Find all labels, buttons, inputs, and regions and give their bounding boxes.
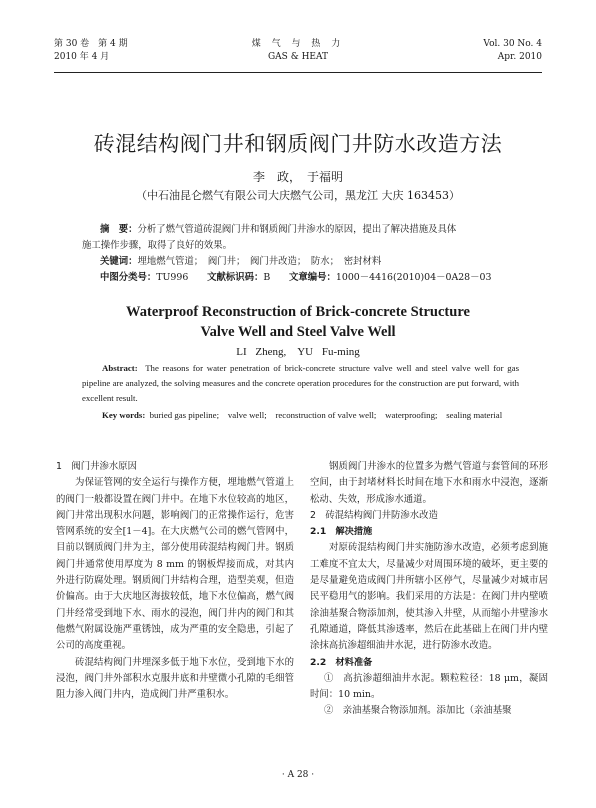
clc-value: TU996: [156, 272, 189, 283]
page-number: · A 28 ·: [281, 770, 315, 780]
article-no-value: 1000－4416(2010)04－0A28－03: [335, 272, 492, 283]
header-rule: [54, 72, 542, 73]
article-no-label: 文章编号：: [289, 272, 336, 283]
abstract-en-label: Abstract:: [102, 363, 138, 373]
body-paragraph: 砖混结构阀门井埋深多低于地下水位，受到地下水的浸泡，阀门井外部积水克服井底和井壁微小孔隙的毛细管阻力渗入阀门井内，造成阀门井严重积水。: [56, 656, 294, 701]
date-en: Apr. 2010: [497, 52, 542, 62]
date-cn: 2010 年 4 月: [54, 52, 110, 62]
volume-issue-cn: 第 30 卷 第 4 期: [54, 39, 128, 49]
list-item: ① 高抗渗超细油井水泥。颗粒粒径：18 μm，凝固时间：10 min。: [310, 672, 548, 701]
abstract-cn-text2: 施工操作步骤，取得了良好的效果。: [82, 240, 233, 251]
paper-title-en: [0, 302, 596, 342]
body-paragraph: 钢质阀门井渗水的位置多为燃气管道与套管间的环形空间，由于封堵材料长时间在地下水和雨水中浸泡，逐渐松动、失效，形成渗水通道。: [310, 461, 548, 505]
abstract-cn: [82, 222, 519, 286]
paper-title: 砖混结构阀门井和钢质阀门井防水改造方法: [93, 132, 503, 156]
abstract-en-text: The reasons for water penetration of brick-concrete structure valve well and steel valve well for gas pipeline are analyzed, the solving measures and the concrete operation procedures for the construction are put forward, with excellent result.: [82, 363, 519, 403]
classification-line: [82, 270, 519, 286]
section-heading-1: 1 阀门井渗水原因: [56, 461, 137, 472]
abstract-cn-label: 摘 要：: [100, 224, 138, 235]
body-paragraph: 对原砖混结构阀门井实施防渗水改造，必须考虑到施工难度不宜太大，尽量减少对周围环境的破坏，更主要的是尽量避免造成阀门井所辖小区停气，尽量减少对城市居民平稳用气的影响。我们采用的方法是：在阀门井内壁喷涂油基聚合物添加剂，使其渗入井壁，从而缩小井壁渗水孔隙通道，降低其渗透率，然后在此基础上在阀门井内壁涂抹高抗渗超细油井水泥，进行防渗水改造。: [310, 542, 548, 652]
body-paragraph: 为保证管网的安全运行与操作方便，埋地燃气管道上的阀门一般都设置在阀门井中。在地下水位较高的地区，阀门井常出现积水问题，影响阀门的正常操作运行，危害管网系统的安全[1－4]。在大庆燃气公司的燃气管网中，目前以钢质阀门井为主，部分使用砖混结构阀门井。钢质阀门井通常使用厚度为 8 mm 的钢板焊接而成，对其内外进行防腐处理。钢质阀门井结构合理，造型美观，但造价偏高。由于大庆地区海拔较低，地下水位偏高，燃气阀门井经常受到地下水、雨水的浸泡，阀门井内的阀门和其他燃气附属设施严重锈蚀，成为严重的安全隐患，引起了公司的高度重视。: [56, 477, 294, 652]
title-en-line1: Waterproof Reconstruction of Brick-concrete Structure: [126, 304, 470, 320]
abstract-en-paragraph: [82, 361, 519, 406]
keywords-cn: 埋地燃气管道； 阀门井； 阀门井改造； 防水； 密封材料: [137, 256, 382, 267]
doc-code-value: B: [263, 272, 271, 283]
volume-issue-en: Vol. 30 No. 4: [483, 39, 542, 49]
keywords-cn-label: 关键词：: [100, 256, 138, 267]
title-en-line2: Valve Well and Steel Valve Well: [200, 324, 396, 340]
keywords-en-label: Key words:: [102, 410, 146, 420]
subsection-heading-2-2: 2.2 材料准备: [310, 656, 373, 668]
doc-code-label: 文献标识码：: [207, 272, 264, 283]
keywords-cn-line: [82, 254, 519, 270]
authors-cn: 李 政， 于福明: [252, 170, 343, 184]
section-heading-2: 2 砖混结构阀门井防渗水改造: [310, 509, 438, 521]
body-left-column: [56, 459, 294, 703]
journal-name-en: GAS & HEAT: [267, 52, 329, 62]
keywords-en-paragraph: [82, 408, 519, 423]
header-center: [54, 38, 542, 64]
keywords-en: buried gas pipeline; valve well; reconstruction of valve well; waterproofing; sealing material: [149, 410, 503, 420]
list-item: ② 亲油基聚合物添加剂。添加比（亲油基聚: [324, 705, 512, 717]
authors-en: LI Zheng, YU Fu-ming: [236, 346, 360, 358]
body-right-column: [310, 459, 548, 720]
subsection-heading-2-1: 2.1 解决措施: [310, 526, 373, 538]
clc-label: 中图分类号：: [100, 272, 157, 283]
abstract-cn-text1: 分析了燃气管道砖混阀门井和钢质阀门井渗水的原因，提出了解决措施及具体: [137, 224, 457, 235]
abstract-cn-line1: [82, 222, 519, 238]
running-header: [54, 38, 542, 72]
header-right: [483, 38, 542, 64]
journal-name-cn: 煤 气 与 热 力: [251, 39, 345, 49]
affiliation-cn: （中石油昆仑燃气有限公司大庆燃气公司，黑龙江 大庆 163453）: [136, 189, 460, 202]
abstract-en: [82, 361, 519, 423]
